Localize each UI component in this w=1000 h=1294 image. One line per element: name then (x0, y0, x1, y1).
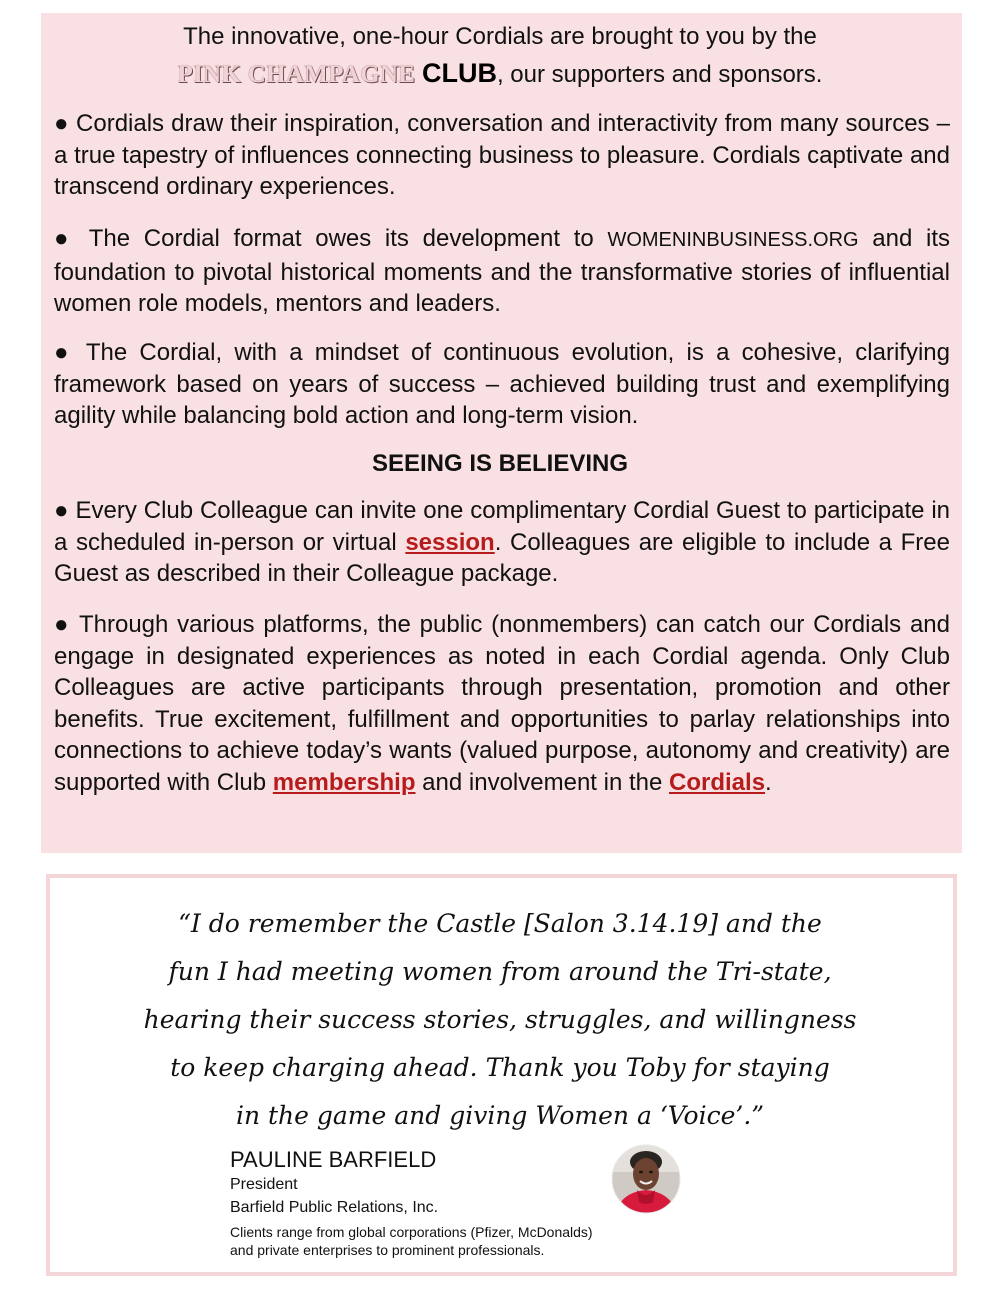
section-heading: SEEING IS BELIEVING (371, 450, 629, 477)
author-name: PAULINE BARFIELD (230, 1147, 437, 1172)
paragraph-text: ● Every Club Colleague can invite one complimentary Cordial Guest to participate in a scheduled in-person or virtual (54, 497, 950, 556)
paragraph-mindset: ● The Cordial, with a mindset of continuous evolution, is a cohesive, clarifying framework based on years of success – achieved building trust and exemplifying agility while balancing bold action and long-term vision. (54, 339, 950, 429)
paragraph-text: ● The Cordial format owes its development to (54, 225, 608, 252)
author-title: President (230, 1176, 298, 1193)
paragraph-guest (54, 495, 950, 590)
paragraph-platforms (54, 609, 950, 798)
website-reference: WOMENINBUSINESS.ORG (607, 229, 859, 251)
testimonial-quote (50, 900, 950, 1140)
quote-line: in the game and giving Women a ‘Voice’.” (235, 1101, 765, 1130)
paragraph-text: . Colleagues are eligible to include a Free Guest as described in their Colleague package. (54, 528, 950, 587)
paragraph-text: and its foundation to pivotal historical moments and the transformative stories of influential women role models, mentors and leaders. (54, 225, 950, 317)
session-link[interactable]: session (405, 528, 495, 556)
pink-champagne-logo: PINK CHAMPAGNE (177, 61, 416, 88)
paragraph-format (54, 223, 950, 320)
paragraph-inspiration: ● Cordials draw their inspiration, conversation and interactivity from many sources – a true tapestry of influences connecting business to pleasure. Cordials captivate and transcend ordinary experiences. (54, 110, 950, 200)
intro-brand-line (0, 58, 1000, 90)
membership-link[interactable]: membership (272, 768, 416, 796)
intro-line: The innovative, one-hour Cordials are brought to you by the (183, 23, 817, 50)
quote-line: fun I had meeting women from around the Tri-state, (168, 957, 832, 986)
author-description: Clients range from global corporations (Pfizer, McDonalds) (230, 1224, 593, 1240)
paragraph-text: ● Through various platforms, the public (nonmembers) can catch our Cordials and engage in designated experiences as noted in each Cordial agenda. Only Club Colleagues are active participants through presentation, promotion and other benefits. True excitement, fulfillment and opportunities to parlay relationships into connections to achieve today’s wants (valued purpose, autonomy and creativity) are supported with Club (54, 611, 950, 796)
quote-line: to keep charging ahead. Thank you Toby for staying (170, 1053, 830, 1082)
cordials-link[interactable]: Cordials (669, 768, 766, 796)
paragraph-text: . (765, 768, 772, 796)
paragraph-text: and involvement in the (415, 768, 670, 796)
author-description: and private enterprises to prominent professionals. (230, 1242, 545, 1258)
intro-line-rest: , our supporters and sponsors. (496, 61, 823, 88)
quote-line: “I do remember the Castle [Salon 3.14.19] and the (178, 909, 822, 938)
author-company: Barfield Public Relations, Inc. (230, 1199, 439, 1216)
quote-line: hearing their success stories, struggles, and willingness (143, 1005, 857, 1034)
author-avatar (611, 1144, 681, 1214)
club-word: CLUB (421, 58, 497, 88)
